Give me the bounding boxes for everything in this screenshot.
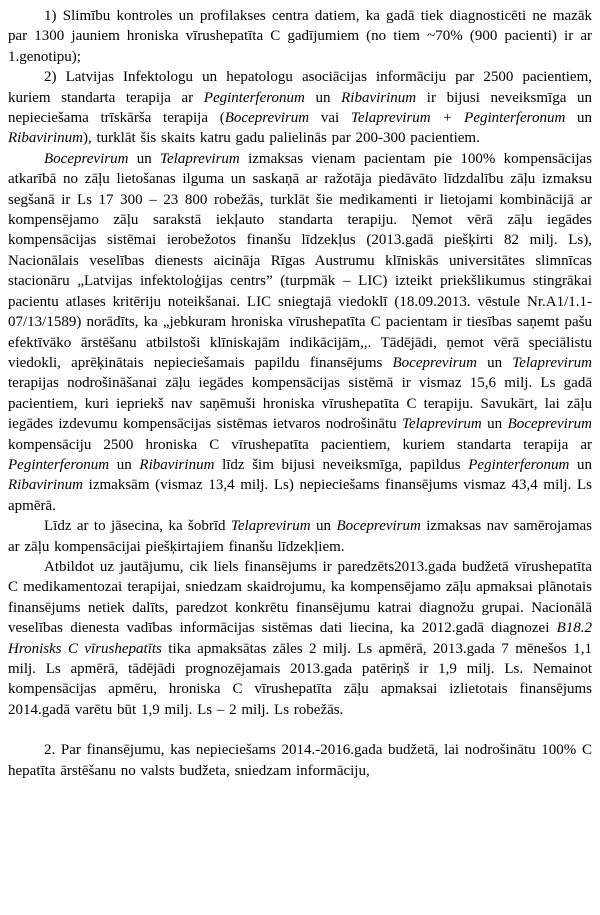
paragraph bbox=[8, 740, 592, 781]
italic-term: Telaprevirum bbox=[160, 150, 240, 167]
italic-term: Boceprevirum bbox=[392, 354, 477, 371]
text-segment: tika apmaksātas zāles 2 milj. Ls apmērā, 2013.gada 7 mēnešos 1,1 milj. Ls apmērā, tādējādi prognozējamais 2013.gada patēriņš ir 1,9 milj. Ls. Nemainot kompensācijas apmēru, hroniska C vīrushepatīta zāļu apmaksai izlietotais finansējums 2014.gadā varētu būt 1,9 milj. Ls – 2 milj. Ls robežās. bbox=[8, 640, 592, 718]
text-segment: un bbox=[569, 456, 592, 473]
text-segment: un bbox=[481, 416, 508, 433]
text-segment: 1) Slimību kontroles un profilakses centra datiem, ka gadā tiek diagnosticēti ne mazāk par 1300 jauniem hroniska vīrushepatīta C gadījumiem (no tiem ~70% (900 pacienti) ir ar 1.genotipu); bbox=[8, 8, 592, 65]
text-segment: un bbox=[310, 518, 337, 535]
paragraph bbox=[8, 516, 592, 557]
text-segment: ), turklāt šis skaits katru gadu palielinās par 200-300 pacientiem. bbox=[83, 130, 480, 147]
italic-term: B18.2 Hronisks C vīrushepatīts bbox=[8, 620, 592, 657]
italic-term: Boceprevirum bbox=[336, 518, 421, 535]
italic-term: Boceprevirum bbox=[224, 110, 310, 127]
italic-term: Peginterferonum bbox=[8, 456, 110, 473]
text-segment: 2. Par finansējumu, kas nepieciešams 2014.-2016.gada budžetā, lai nodrošinātu 100% C hepatīta ārstēšanu no valsts budžeta, sniedzam informāciju, bbox=[8, 742, 592, 779]
text-segment: Atbildot uz jautājumu, cik liels finansējums ir paredzēts2013.gada budžetā vīrushepatīta C medikamentozai terapijai, sniedzam skaidrojumu, ka kompensējamo zāļu apmaksai plānotais finansējums netiek dalīts, paredzot konkrētu finansējumu katrai diagnožu grupai. Nacionālā veselības dienesta vadības informācijas sistēmas dati liecina, ka 2012.gadā diagnozei bbox=[8, 558, 592, 637]
italic-term: Peginterferonum bbox=[203, 89, 305, 106]
text-segment: līdz šim bijusi neveiksmīga, papildus bbox=[214, 456, 469, 473]
text-segment: un bbox=[304, 89, 342, 106]
text-segment: un bbox=[109, 456, 140, 473]
italic-term: Ribavirinum bbox=[8, 130, 83, 147]
text-segment: ir bijusi neveiksmīga un nepieciešama trīskārša terapija ( bbox=[8, 89, 592, 127]
text-segment: terapijas nodrošināšanai zāļu iegādes kompensācijas sistēmā ir vismaz 15,6 milj. Ls gadā pacientiem, kuri iepriekš nav saņēmuši hroniska vīrushepatīta C terapiju. Savukārt, lai zāļu iegādes izdevumu kompensācijas sistēmas ietvaros nodrošinātu bbox=[8, 375, 592, 433]
italic-term: Ribavirinum bbox=[8, 477, 83, 494]
italic-term: Ribavirinum bbox=[139, 456, 215, 473]
italic-term: Telaprevirum bbox=[512, 354, 592, 371]
italic-term: Ribavirinum bbox=[341, 89, 417, 106]
text-segment: izmaksām (vismaz 13,4 milj. Ls) nepieciešams finansējums vismaz 43,4 milj. Ls apmērā. bbox=[8, 477, 592, 514]
paragraph bbox=[8, 6, 592, 67]
italic-term: Telaprevirum bbox=[402, 416, 482, 433]
italic-term: Telaprevirum + Peginterferonum bbox=[350, 110, 566, 127]
paragraph bbox=[8, 67, 592, 149]
italic-term: Telaprevirum bbox=[230, 518, 311, 535]
document-body bbox=[8, 6, 592, 781]
italic-term: Boceprevirum bbox=[507, 416, 593, 433]
paragraph bbox=[8, 149, 592, 516]
text-segment: izmaksas nav samērojamas ar zāļu kompensācijai piešķirtajiem finanšu līdzekļiem. bbox=[8, 518, 592, 555]
text-segment: izmaksas vienam pacientam pie 100% kompensācijas atkarībā no zāļu lietošanas ilguma un saskaņā ar ražotāja piedāvāto līdzdalību zāļu izmaksu segšanā ir Ls 17 300 – 23 800 robežās, turklāt šie medikamenti ir lietojami kombinācijā ar kompensējamo zāļu sarakstā iekļauto standarta terapiju. Ņemot vērā zāļu iegādes kompensācijas sistēmai ierobežotos finanšu līdzekļus (2013.gadā piešķirti 82 milj. Ls), Nacionālais veselības dienests aicināja Rīgas Austrumu klīniskās universitātes slimnīcas stacionāru „Latvijas infektoloģijas centrs” (turpmāk – LIC) izteikt priekšlikumus stingrākai pacientu atlases kritēriju noteikšanai. LIC sniegtajā viedoklī (18.09.2013. vēstule Nr.A1/1.1-07/13/1589) norādīts, ka „jebkuram hroniska vīrushepatīta C pacientam ir tiesības saņemt pašu efektīvāko ārstēšanu atbilstoši klīniskajām indikācijām,,. Tādējādi, ņemot vērā speciālistu viedokli, aprēķinātais nepieciešamais papildu finansējums bbox=[8, 150, 592, 371]
text-segment: un bbox=[128, 150, 161, 167]
text-segment: kompensāciju 2500 hroniska C vīrushepatīta pacientiem, kuriem standarta terapija ar bbox=[8, 436, 592, 453]
text-segment: un bbox=[476, 354, 513, 371]
paragraph bbox=[8, 557, 592, 720]
text-segment: Līdz ar to jāsecina, ka šobrīd bbox=[44, 518, 231, 535]
text-segment: vai bbox=[309, 110, 351, 127]
italic-term: Peginterferonum bbox=[468, 456, 570, 473]
italic-term: Boceprevirum bbox=[44, 150, 129, 167]
text-segment: un bbox=[565, 110, 592, 127]
text-segment: 2) Latvijas Infektologu un hepatologu asociācijas informāciju par 2500 pacientiem, kuriem standarta terapija ar bbox=[8, 69, 592, 106]
